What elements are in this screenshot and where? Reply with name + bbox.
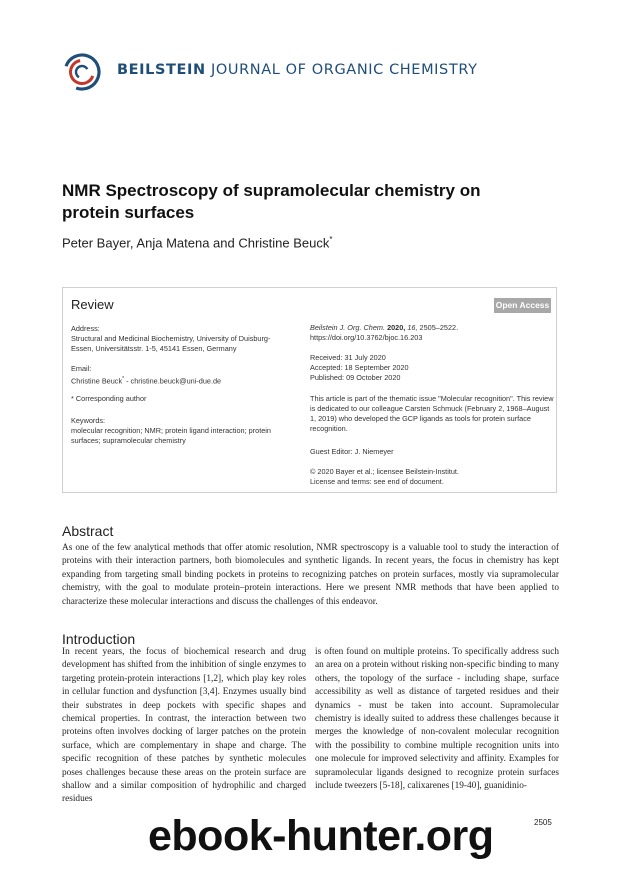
watermark: ebook-hunter.org bbox=[148, 812, 494, 860]
page-number: 2505 bbox=[534, 818, 552, 827]
thematic-issue-note: This article is part of the thematic issue "Molecular recognition". This review is dedicated to our colleague Carsten Schmuck (February 2, 1968–August 1, 2019) who developed the GCP ligands as tools for protein surface recognition. bbox=[310, 394, 554, 433]
abstract-heading: Abstract bbox=[62, 523, 114, 539]
doi-link[interactable]: https://doi.org/10.3762/bjoc.16.203 bbox=[310, 333, 423, 342]
journal-logo bbox=[62, 52, 102, 92]
article-info-box bbox=[62, 287, 557, 493]
introduction-column-1: In recent years, the focus of biochemical research and drug development has shifted from the inhibition of single enzymes to targeting protein-protein interactions [1,2], which play key roles in cellular function and dysfunction [3,4]. Enzymes usually bind their substrates in deep pockets with specific shapes and chemical properties. In contrast, the interaction between two proteins often involves docking of larger patches on the protein surface, which are complementary in shape and charge. The specific recognition of these patches by synthetic molecules poses challenges because these areas on the protein surface are shallow and a similar composition of hydrophilic and charged residues bbox=[62, 647, 306, 805]
keywords: molecular recognition; NMR; protein ligand interaction; protein surfaces; supramolecular chemistry bbox=[71, 426, 271, 445]
accepted-date: Accepted: 18 September 2020 bbox=[310, 363, 409, 372]
abstract-text: As one of the few analytical methods that offer atomic resolution, NMR spectroscopy is a valuable tool to study the interaction of proteins with their interaction partners, both biomolecules and synthetic ligands. In recent years, the focus in chemistry has kept expanding from targeting small binding pockets in proteins to recognizing patches on protein surfaces, mostly via supramolecular chemistry, with the goal to modulate protein–protein interactions. Here we present NMR methods that have been applied to characterize these molecular interactions and discuss the challenges of this endeavor. bbox=[62, 543, 559, 607]
open-access-badge: Open Access bbox=[494, 298, 551, 313]
keywords-label: Keywords: bbox=[71, 416, 106, 425]
license: License and terms: see end of document. bbox=[310, 477, 444, 486]
journal-name: BEILSTEIN JOURNAL OF ORGANIC CHEMISTRY bbox=[117, 62, 478, 78]
email-label: Email: bbox=[71, 364, 92, 373]
article-title: NMR Spectroscopy of supramolecular chemistry on protein surfaces bbox=[62, 181, 481, 222]
citation: Beilstein J. Org. Chem. 2020, 16, 2505–2522. bbox=[310, 323, 459, 332]
email-line: Christine Beuck* - christine.beuck@uni-due.de bbox=[71, 376, 222, 386]
introduction-heading: Introduction bbox=[62, 631, 136, 647]
guest-editor: Guest Editor: J. Niemeyer bbox=[310, 447, 394, 456]
introduction-column-2: is often found on multiple proteins. To specifically address such an area on a protein without risking non-specific binding to many others, the topology of the surface - including shape, surface accessibility as well as distance of targeted residues and their dynamics - must be taken into account. Supramolecular chemistry is ideally suited to address these challenges because it merges the knowledge of non-covalent molecular recognition with the possibility to combine multiple recognition units into one molecule for improved selectivity and affinity. Examples for supramolecular ligands designed to recognize protein surfaces include tweezers [5-18], calixarenes [19-40], guanidinio- bbox=[315, 647, 559, 792]
email-link[interactable]: - christine.beuck@uni-due.de bbox=[124, 376, 222, 386]
copyright: © 2020 Bayer et al.; licensee Beilstein-Institut. bbox=[310, 467, 459, 476]
received-date: Received: 31 July 2020 bbox=[310, 353, 386, 362]
published-date: Published: 09 October 2020 bbox=[310, 373, 401, 382]
article-authors: Peter Bayer, Anja Matena and Christine Beuck* bbox=[62, 235, 333, 251]
address-label: Address: bbox=[71, 324, 100, 333]
corresponding-author-note: * Corresponding author bbox=[71, 394, 147, 403]
address: Structural and Medicinal Biochemistry, University of Duisburg-Essen, Universitätsstr. 1-5, 45141 Essen, Germany bbox=[71, 334, 271, 353]
article-type: Review bbox=[71, 297, 114, 312]
